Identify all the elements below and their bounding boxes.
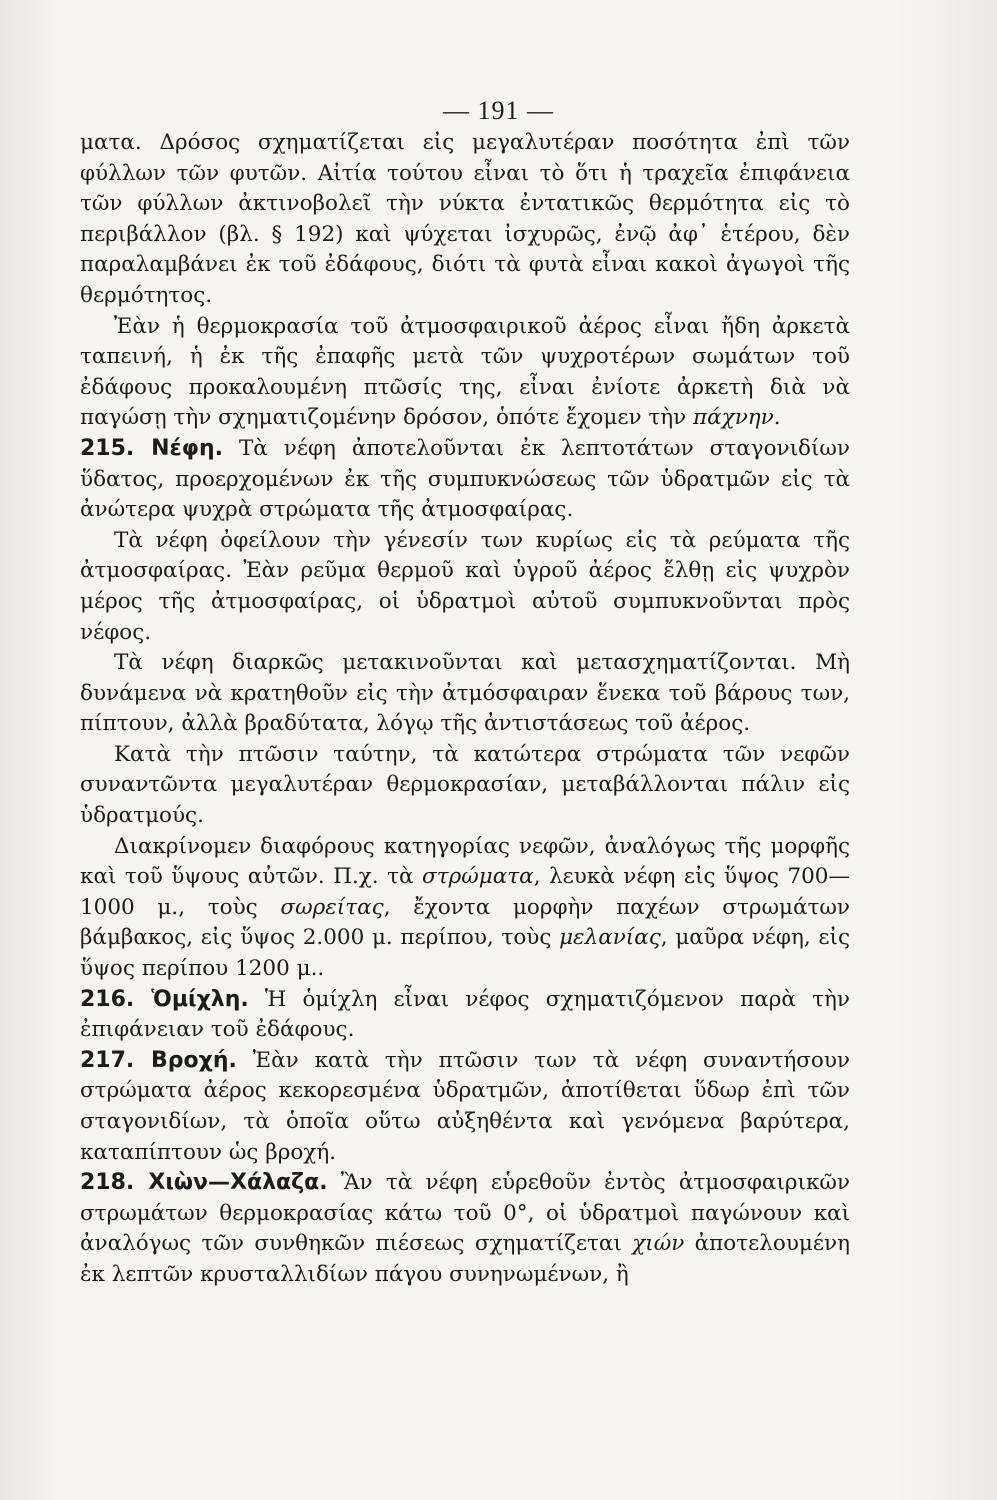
paragraph-p7	[80, 832, 850, 985]
text-run: Ἡ ὁμίχλη εἶναι νέφος σχηματιζόμενον παρὰ τὴν ἐπιφάνειαν τοῦ ἐδάφους.	[80, 986, 850, 1043]
text-run: Κατὰ τὴν πτῶσιν ταύτην, τὰ κατώτερα στρώματα τῶν νεφῶν συναντῶντα μεγαλυτέραν θερμοκρασίαν, μεταβάλλονται πάλιν εἰς ὑδρατμούς.	[80, 741, 850, 829]
text-run: ματα. Δρόσος σχηματίζεται εἰς μεγαλυτέραν ποσότητα ἐπὶ τῶν φύλλων τῶν φυτῶν. Αἰτία τούτου εἶναι τὸ ὅτι ἡ τραχεῖα ἐπιφάνεια τῶν φύλλων ἀκτινοβολεῖ τὴν νύκτα ἐντατικῶς θερμότητα εἰς τὸ περιβάλλον (βλ. § 192) καὶ ψύχεται ἰσχυρῶς, ἐνῷ ἀφ᾽ ἑτέρου, δὲν παραλαμβάνει ἐκ τοῦ ἐδάφους, διότι τὰ φυτὰ εἶναι κακοὶ ἀγωγοὶ τῆς θερμότητος.	[80, 130, 850, 308]
section-heading: 217. Βροχή.	[80, 1047, 237, 1073]
page-number: — 191 —	[443, 96, 554, 125]
italic-term: σωρείτας	[280, 894, 384, 920]
text-run: Τὰ νέφη ἀποτελοῦνται ἐκ λεπτοτάτων σταγονιδίων ὕδατος, προερχομένων ἐκ τῆς συμπυκνώσεως τῶν ὑδρατμῶν εἰς τὰ ἀνώτερα ψυχρὰ στρώματα τῆς ἀτμοσφαίρας.	[80, 435, 851, 523]
section-heading: 216. Ὁμίχλη.	[80, 986, 249, 1012]
text-run: Ἐὰν ἡ θερμοκρασία τοῦ ἀτμοσφαιρικοῦ ἀέρος εἶναι ἤδη ἀρκετὰ ταπεινή, ἡ ἐκ τῆς ἐπαφῆς μετὰ τῶν ψυχροτέρων σωμάτων τοῦ ἐδάφους προκαλουμένη πτῶσίς της, εἶναι ἐνίοτε ἀρκετὴ διὰ νὰ παγώσῃ τὴν σχηματιζομένην δρόσον, ὁπότε ἔχομεν τὴν	[80, 313, 850, 431]
italic-term: στρώματα	[422, 864, 534, 890]
text-run: Ἂν τὰ νέφη εὑρεθοῦν ἐντὸς ἀτμοσφαιρικῶν στρωμάτων θερμοκρασίας κάτω τοῦ 0°, οἱ ὑδρατμοὶ παγώνουν καὶ ἀναλόγως τῶν συνθηκῶν πιέσεως σχηματίζεται	[80, 1170, 850, 1257]
paragraph-p6	[80, 740, 850, 832]
text-run: ἀποτελουμένη ἐκ λεπτῶν κρυσταλλιδίων πάγου συνηνωμένων, ἢ	[80, 1231, 850, 1287]
text-run: Ἐὰν κατὰ τὴν πτῶσιν των τὰ νέφη συναντήσουν στρώματα ἀέρος κεκορεσμένα ὑδρατμῶν, ἀποτίθεται ὕδωρ ἐπὶ τῶν σταγονιδίων, τὰ ὁποῖα οὕτω αὐξηθέντα καὶ γενόμενα βαρύτερα, καταπίπτουν ὡς βροχή.	[80, 1047, 851, 1165]
paragraph-p8	[80, 985, 850, 1046]
paragraph-p10	[80, 1168, 850, 1290]
paragraph-p9	[80, 1046, 850, 1168]
paragraph-p5	[80, 648, 850, 740]
italic-term: χιών	[632, 1231, 685, 1257]
section-heading: 218. Χιὼν—Χάλαζα.	[80, 1170, 328, 1196]
paragraph-p4	[80, 526, 850, 648]
text-run: , λευκὰ νέφη εἰς ὕψος 700—1000 μ., τοὺς	[80, 864, 850, 920]
text-run: Τὰ νέφη διαρκῶς μετακινοῦνται καὶ μετασχηματίζονται. Μὴ δυνάμενα νὰ κρατηθοῦν εἰς τὴν ἀτμόσφαιραν ἕνεκα τοῦ βάρους των, πίπτουν, ἀλλὰ βραδύτατα, λόγῳ τῆς ἀντιστάσεως τοῦ ἀέρος.	[80, 650, 850, 737]
text-run: Τὰ νέφη ὀφείλουν τὴν γένεσίν των κυρίως εἰς τὰ ρεύματα τῆς ἀτμοσφαίρας. Ἐὰν ρεῦμα θερμοῦ καὶ ὑγροῦ ἀέρος ἔλθῃ εἰς ψυχρὸν μέρος τῆς ἀτμοσφαίρας, οἱ ὑδρατμοὶ αὐτοῦ συμπυκνοῦνται πρὸς νέφος.	[80, 527, 850, 645]
text-run: , ἔχοντα μορφὴν παχέων στρωμάτων βάμβακος, εἰς ὕψος 2.000 μ. περίπου, τοὺς	[80, 894, 851, 951]
paragraph-p3	[80, 434, 850, 526]
text-run: Διακρίνομεν διαφόρους κατηγορίας νεφῶν, ἀναλόγως τῆς μορφῆς καὶ τοῦ ὕψους αὐτῶν. Π.χ. τὰ	[80, 833, 850, 890]
paragraph-p1	[80, 128, 850, 312]
page-text	[80, 128, 850, 1291]
italic-term: πάχνην.	[693, 405, 781, 431]
text-run: , μαῦρα νέφη, εἰς ὕψος περίπου 1200 μ..	[80, 925, 850, 982]
section-heading: 215. Νέφη.	[80, 435, 223, 461]
paragraph-p2	[80, 312, 850, 434]
italic-term: μελανίας	[559, 925, 661, 951]
